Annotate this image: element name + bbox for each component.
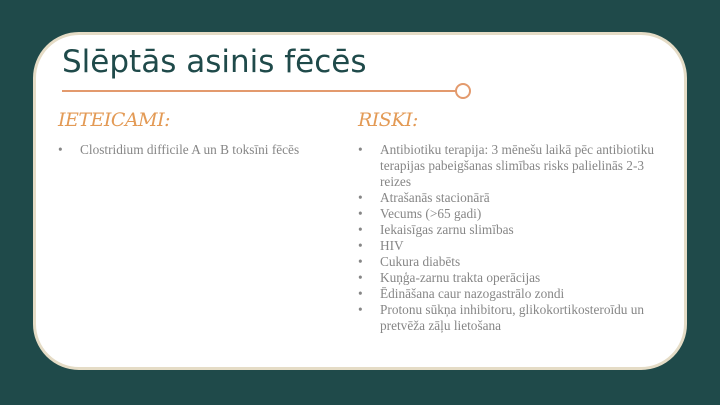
bullet-icon: • bbox=[358, 286, 363, 301]
bullet-icon: • bbox=[358, 206, 363, 221]
list-item-text: Vecums (>65 gadi) bbox=[380, 206, 482, 221]
list-item-text: Clostridium difficile A un B toksīni fēcēs bbox=[80, 142, 300, 157]
slide-title: Slēptās asinis fēcēs bbox=[62, 44, 367, 80]
list-item-text: Cukura diabēts bbox=[380, 254, 461, 269]
list-item bbox=[358, 254, 668, 270]
list-item-text: Atrašanās stacionārā bbox=[380, 190, 490, 205]
list-item bbox=[358, 142, 668, 190]
title-underline-end-dot bbox=[455, 83, 471, 99]
risks-list bbox=[358, 142, 668, 334]
list-item-text: HIV bbox=[380, 238, 404, 253]
list-item bbox=[358, 302, 668, 334]
list-item bbox=[358, 238, 668, 254]
bullet-icon: • bbox=[358, 222, 363, 237]
list-item bbox=[358, 190, 668, 206]
list-item-text: Antibiotiku terapija: 3 mēnešu laikā pēc antibiotiku terapijas pabeigšanas slimības risks palielinās 2-3 reizes bbox=[380, 142, 654, 189]
list-item bbox=[358, 286, 668, 302]
list-item bbox=[358, 206, 668, 222]
list-item-text: Kuņģa-zarnu trakta operācijas bbox=[380, 270, 541, 285]
bullet-icon: • bbox=[358, 302, 363, 317]
list-item-text: Protonu sūkņa inhibitoru, glikokortikosteroīdu un pretvēža zāļu lietošana bbox=[380, 302, 645, 333]
list-item bbox=[358, 270, 668, 286]
list-item-text: Iekaisīgas zarnu slimības bbox=[380, 222, 514, 237]
bullet-icon: • bbox=[358, 142, 363, 157]
bullet-icon: • bbox=[358, 190, 363, 205]
list-item bbox=[358, 222, 668, 238]
recommended-list bbox=[58, 142, 338, 158]
bullet-icon: • bbox=[58, 142, 63, 157]
bullet-icon: • bbox=[358, 270, 363, 285]
bullet-icon: • bbox=[358, 238, 363, 253]
title-underline bbox=[62, 90, 457, 92]
list-item-text: Ēdināšana caur nazogastrālo zondi bbox=[380, 286, 565, 301]
list-item bbox=[58, 142, 338, 158]
bullet-icon: • bbox=[358, 254, 363, 269]
risks-heading: RISKI: bbox=[358, 109, 418, 131]
recommended-heading: IETEICAMI: bbox=[58, 109, 171, 131]
